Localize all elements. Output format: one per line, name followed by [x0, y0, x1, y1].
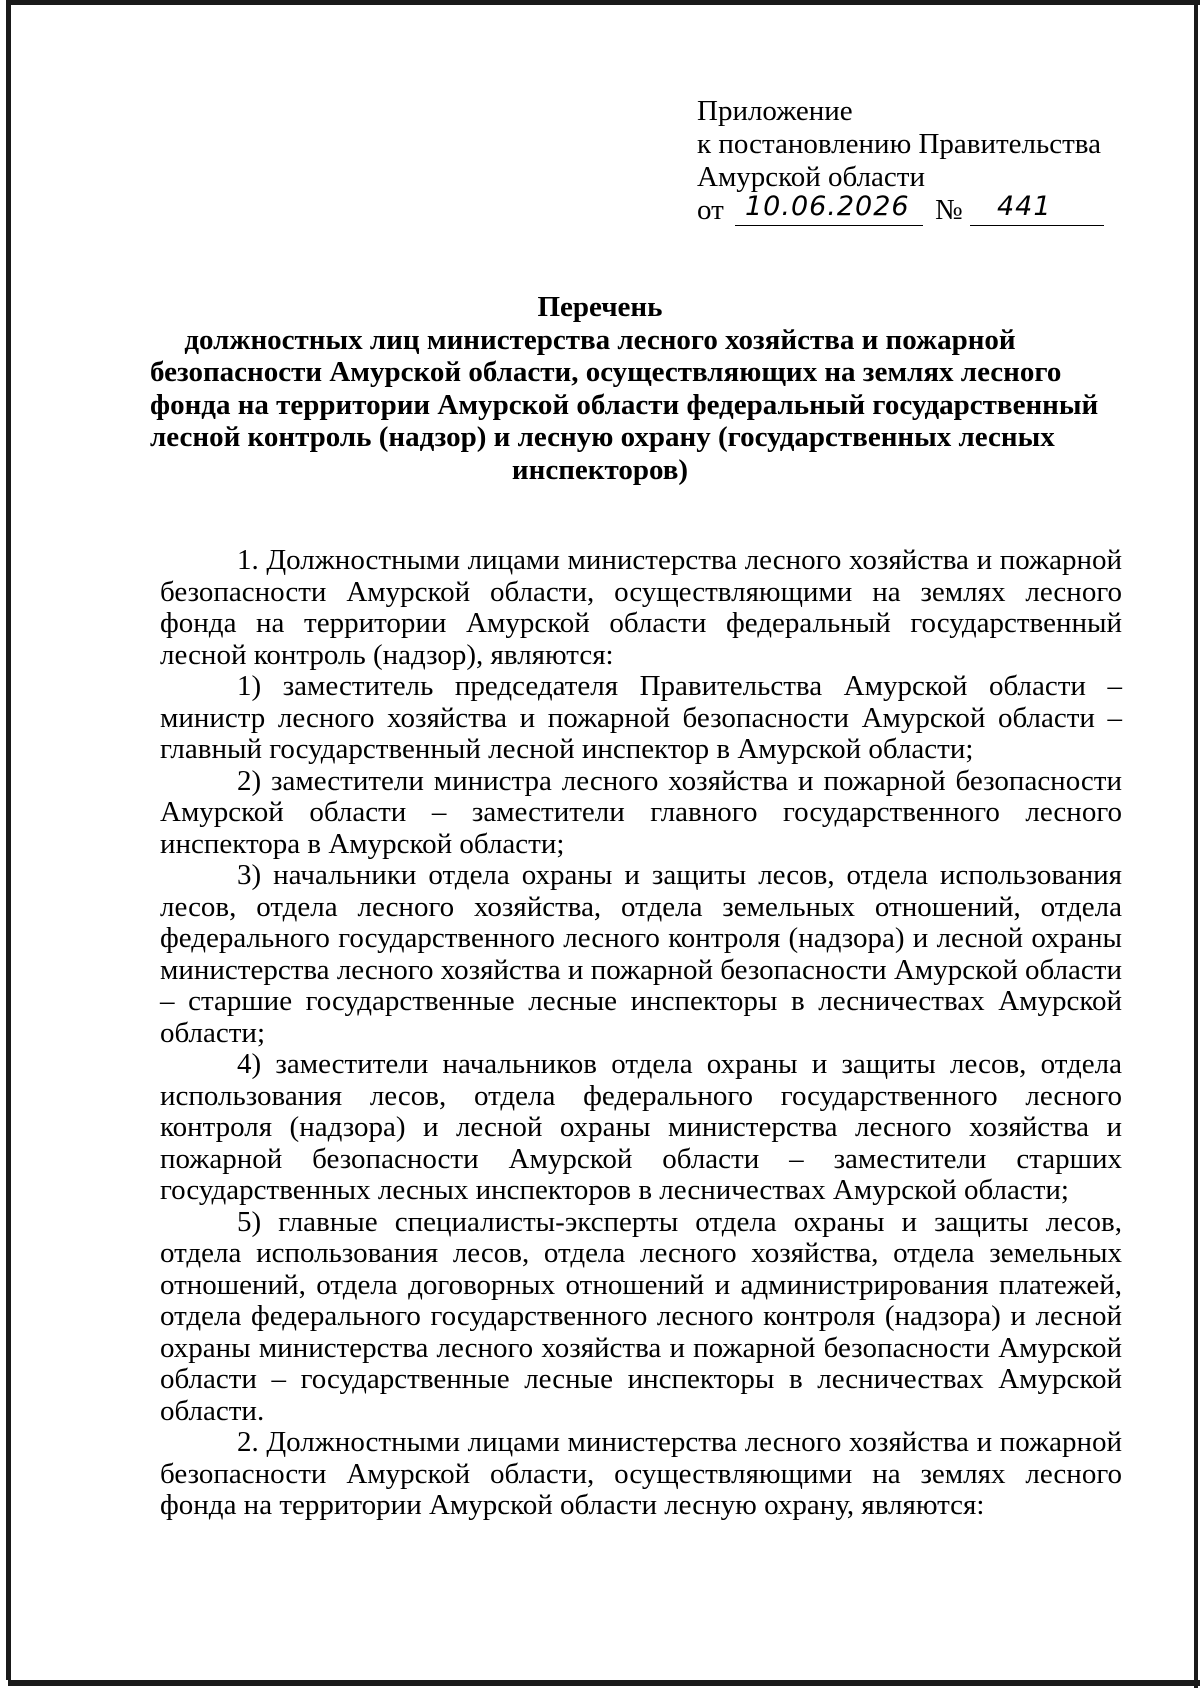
handwritten-date: 10.06.2026 [745, 191, 910, 222]
title-line-6: инспекторов) [511, 453, 689, 486]
scan-edge-left [6, 0, 11, 1680]
title-line-4: фонда на территории Амурской области федеральный государственный [150, 388, 1099, 421]
date-prefix: от [697, 194, 724, 226]
title-line-3: безопасности Амурской области, осуществляющих на землях лесного [150, 356, 1062, 388]
paragraph-1-item-4: 4) заместители начальников отдела охраны и защиты лесов, отдела использования лесов, отдела федерального государственного лесного контроля (надзора) и лесной охраны министерства лесного хозяйства и пожарной безопасности Амурской области – заместители старших государственных лесных инспекторов в лесничествах Амурской области; [160, 1048, 1122, 1206]
handwritten-number: 441 [997, 191, 1052, 222]
document-body [160, 545, 1122, 1522]
title-line-2: должностных лиц министерства лесного хозяйства и пожарной [184, 323, 1016, 356]
title-line-5: лесной контроль (надзор) и лесную охрану (государственных лесных [150, 421, 1055, 453]
scan-edge-right [1194, 0, 1198, 1688]
paragraph-1-item-5: 5) главные специалисты-эксперты отдела охраны и защиты лесов, отдела использования лесов, отдела лесного хозяйства, отдела земельных отношений, отдела договорных отношений и администрирования платежей, отдела федерального государственного лесного контроля (надзора) и лесной охраны министерства лесного хозяйства и пожарной безопасности Амурской области – государственные лесные инспекторы в лесничествах Амурской области. [160, 1205, 1122, 1427]
paragraph-2: 2. Должностными лицами министерства лесного хозяйства и пожарной безопасности Амурской области, осуществляющими на землях лесного фонда на территории Амурской области лесную охрану, являются: [160, 1426, 1122, 1521]
number-underline [970, 225, 1104, 226]
paragraph-1-item-3: 3) начальники отдела охраны и защиты лесов, отдела использования лесов, отдела лесного хозяйства, отдела земельных отношений, отдела федерального государственного лесного контроля (надзора) и лесной охраны министерства лесного хозяйства и пожарной безопасности Амурской области – старшие государственные лесные инспекторы в лесничествах Амурской области; [160, 859, 1122, 1049]
paragraph-1-item-1: 1) заместитель председателя Правительства Амурской области – министр лесного хозяйства и пожарной безопасности Амурской области – главный государственный лесной инспектор в Амурской области; [160, 670, 1122, 765]
scan-edge-top [8, 0, 1200, 5]
appendix-region: Амурской области [697, 161, 925, 193]
appendix-date-number-line [697, 191, 1127, 234]
appendix-label: Приложение [697, 95, 853, 127]
document-title [150, 291, 1099, 486]
appendix-resolution-ref: к постановлению Правительства [697, 128, 1101, 160]
paragraph-1: 1. Должностными лицами министерства лесного хозяйства и пожарной безопасности Амурской области, осуществляющими на землях лесного фонда на территории Амурской области федеральный государственный лесной контроль (надзор), являются: [160, 544, 1122, 671]
appendix-header [697, 95, 1127, 234]
scan-edge-bottom [8, 1680, 1200, 1686]
number-prefix: № [935, 194, 963, 226]
date-underline [735, 225, 923, 226]
title-line-1: Перечень [537, 291, 663, 323]
paragraph-1-item-2: 2) заместители министра лесного хозяйства и пожарной безопасности Амурской области – заместители главного государственного лесного инспектора в Амурской области; [160, 764, 1122, 860]
